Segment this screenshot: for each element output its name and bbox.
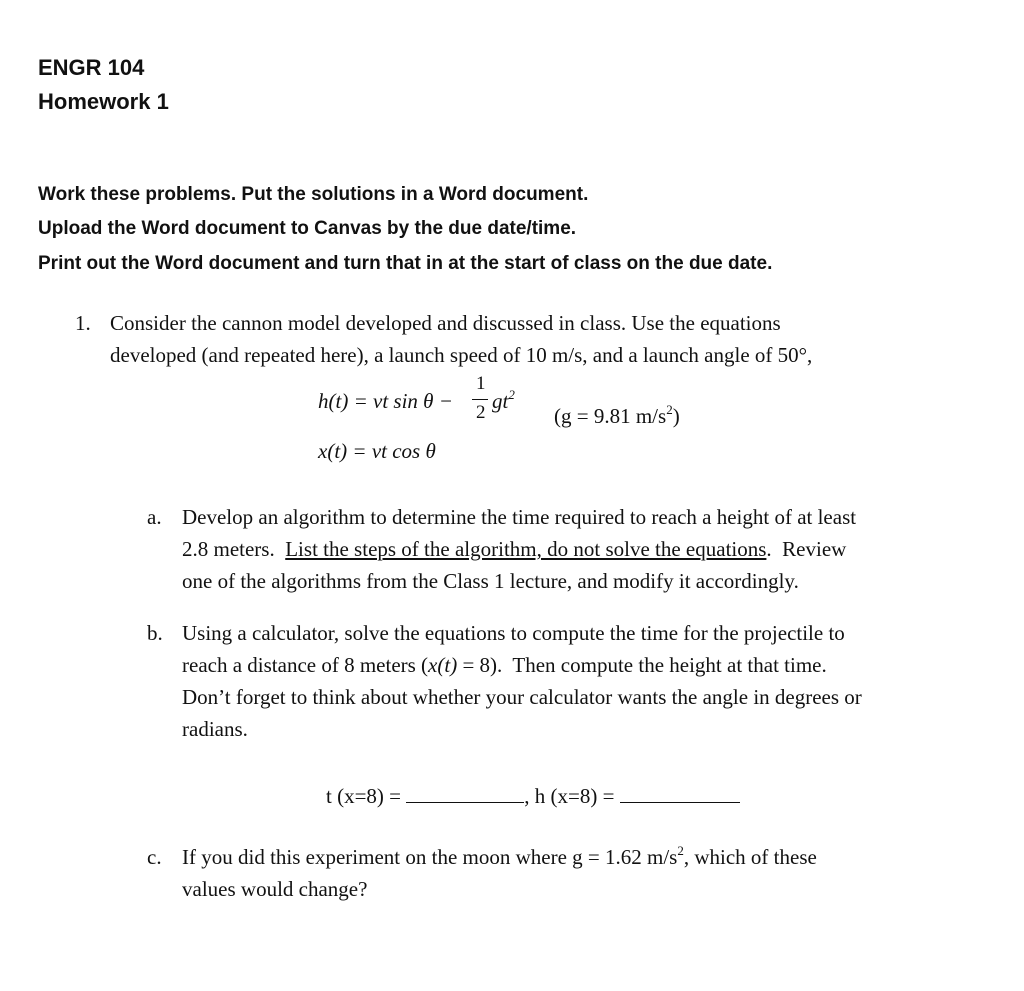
part-a-line-3: one of the algorithms from the Class 1 lecture, and modify it accordingly.: [182, 569, 799, 593]
answer-line: [326, 780, 740, 812]
problem-1-line-1: Consider the cannon model developed and discussed in class. Use the equations: [110, 311, 781, 335]
equation-height-lhs: h(t) = vt sin θ −: [318, 389, 453, 413]
part-a-line-2: [182, 533, 846, 565]
equation-fraction-bar: [472, 399, 488, 400]
equation-height-exponent: 2: [508, 387, 515, 402]
equation-height-rhs: [492, 389, 515, 414]
answer-h-label: , h (x=8) =: [524, 784, 615, 808]
part-b-line-2-italic: x(t): [428, 653, 458, 677]
equation-gravity-exponent: 2: [666, 402, 673, 417]
instruction-line-2: Upload the Word document to Canvas by the due date/time.: [38, 218, 577, 239]
answer-h-blank[interactable]: [620, 802, 740, 803]
instruction-line-3: Print out the Word document and turn that in at the start of class on the due date.: [38, 253, 773, 274]
course-title: ENGR 104: [38, 55, 145, 80]
part-a-line-2-end: . Review: [766, 537, 847, 561]
part-a-underlined-instruction: List the steps of the algorithm, do not solve the equations: [285, 537, 767, 561]
part-a-line-1: Develop an algorithm to determine the time required to reach a height of at least: [182, 505, 857, 529]
equation-fraction-denominator: 2: [476, 402, 486, 423]
part-b-label: b.: [147, 621, 163, 645]
part-c-line-1: [182, 841, 817, 873]
part-b-line-2-end: = 8). Then compute the height at that time.: [457, 653, 827, 677]
equation-gravity-close: ): [672, 404, 680, 428]
part-c-line-1-start: If you did this experiment on the moon where g = 1.62 m/s: [182, 845, 678, 869]
part-c-line-1-end: , which of these: [683, 845, 817, 869]
equation-fraction-numerator: 1: [476, 373, 486, 394]
instruction-line-1: Work these problems. Put the solutions in a Word document.: [38, 184, 589, 205]
problem-1-line-2: developed (and repeated here), a launch speed of 10 m/s, and a launch angle of 50°,: [110, 343, 813, 367]
problem-1-number: 1.: [75, 311, 91, 335]
part-c-exponent: 2: [677, 843, 684, 858]
answer-t-label: t (x=8) =: [326, 784, 402, 808]
part-c-label: c.: [147, 845, 162, 869]
equation-gravity-text: (g = 9.81 m/s: [554, 404, 667, 428]
part-b-line-1: Using a calculator, solve the equations to compute the time for the projectile to: [182, 621, 845, 645]
assignment-title: Homework 1: [38, 89, 169, 114]
equation-gravity: [554, 404, 680, 429]
equation-distance: x(t) = vt cos θ: [318, 439, 436, 463]
part-b-line-3: Don’t forget to think about whether your calculator wants the angle in degrees or: [182, 685, 862, 709]
part-b-line-2: [182, 649, 827, 681]
part-a-label: a.: [147, 505, 162, 529]
equation-height-rhs-term: gt: [492, 389, 509, 413]
part-a-line-2-start: 2.8 meters.: [182, 537, 286, 561]
part-b-line-2-start: reach a distance of 8 meters (: [182, 653, 429, 677]
part-b-line-4: radians.: [182, 717, 248, 741]
part-c-line-2: values would change?: [182, 877, 368, 901]
answer-t-blank[interactable]: [406, 802, 524, 803]
